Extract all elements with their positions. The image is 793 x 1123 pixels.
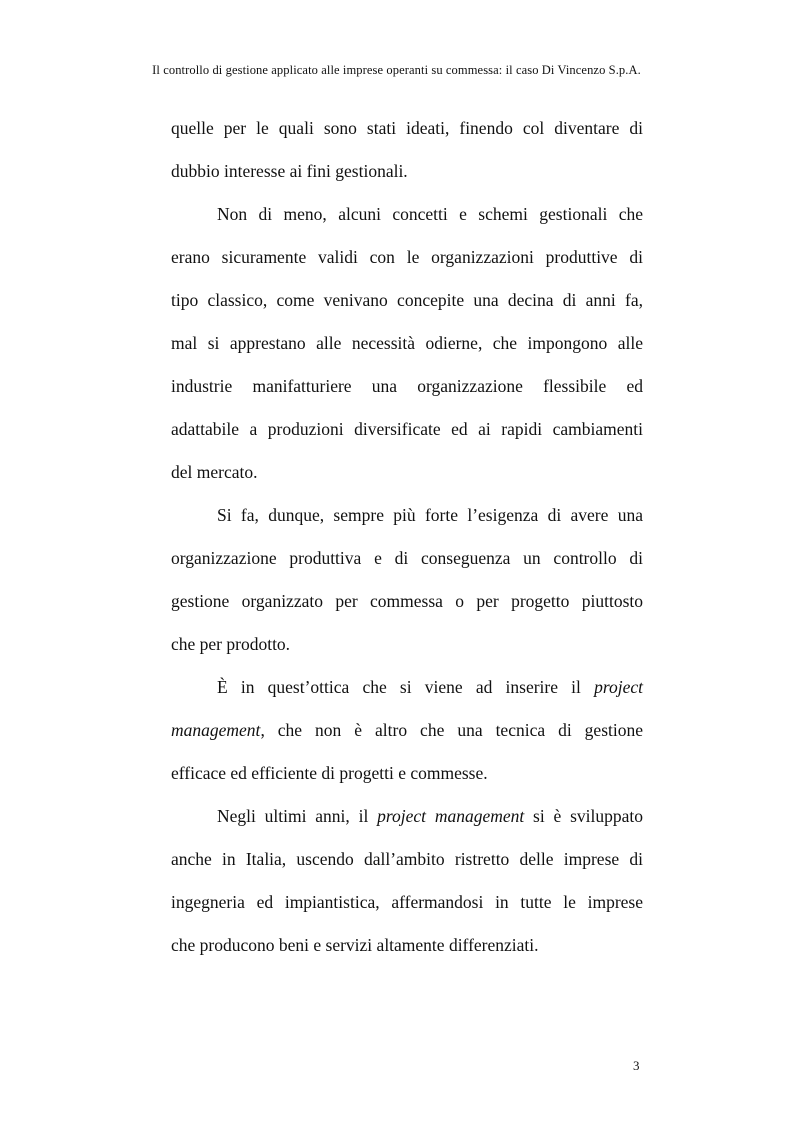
text-line: Si fa, dunque, sempre più forte l’esigenza di avere una xyxy=(217,505,643,525)
text-line: dubbio interesse ai fini gestionali. xyxy=(171,161,408,181)
emphasis-term: project xyxy=(594,677,644,697)
text-line: ingegneria ed impiantistica, affermandosi in tutte le imprese xyxy=(171,892,643,912)
emphasis-term: management xyxy=(171,720,261,740)
text-line: che per prodotto. xyxy=(171,634,291,654)
text-line: erano sicuramente validi con le organizzazioni produttive di xyxy=(171,247,643,267)
text-line: del mercato. xyxy=(171,462,258,482)
text-run: È in quest’ottica che si viene ad inserire il xyxy=(217,677,581,697)
running-header: Il controllo di gestione applicato alle imprese operanti su commessa: il caso Di Vincenzo S.p.A. xyxy=(152,63,641,77)
text-line: mal si apprestano alle necessità odierne, che impongono alle xyxy=(171,333,643,353)
paragraph-4 xyxy=(171,666,643,795)
text-line: Non di meno, alcuni concetti e schemi gestionali che xyxy=(217,204,643,224)
text-line: che producono beni e servizi altamente differenziati. xyxy=(171,935,539,955)
page-number: 3 xyxy=(633,1058,640,1073)
text-run: Negli ultimi anni, il xyxy=(217,806,369,826)
text-line xyxy=(171,795,643,838)
text-line: anche in Italia, uscendo dall’ambito ristretto delle imprese di xyxy=(171,849,643,869)
text-line xyxy=(171,666,643,709)
paragraph-5 xyxy=(171,795,643,967)
text-run: , che non è altro che una tecnica di gestione xyxy=(260,720,643,740)
paragraph-3 xyxy=(171,494,643,666)
text-line: tipo classico, come venivano concepite una decina di anni fa, xyxy=(171,290,643,310)
paragraph-1 xyxy=(171,107,643,193)
text-line: organizzazione produttiva e di conseguenza un controllo di xyxy=(171,548,643,568)
text-line: adattabile a produzioni diversificate ed ai rapidi cambiamenti xyxy=(171,419,643,439)
text-line: efficace ed efficiente di progetti e commesse. xyxy=(171,763,488,783)
paragraph-2 xyxy=(171,193,643,494)
text-line: industrie manifatturiere una organizzazione flessibile ed xyxy=(171,376,643,396)
text-run: si è sviluppato xyxy=(533,806,643,826)
text-line: gestione organizzato per commessa o per progetto piuttosto xyxy=(171,591,643,611)
text-line: quelle per le quali sono stati ideati, finendo col diventare di xyxy=(171,118,643,138)
emphasis-term: project management xyxy=(377,806,525,826)
body-text xyxy=(171,107,643,967)
text-line xyxy=(171,709,643,752)
